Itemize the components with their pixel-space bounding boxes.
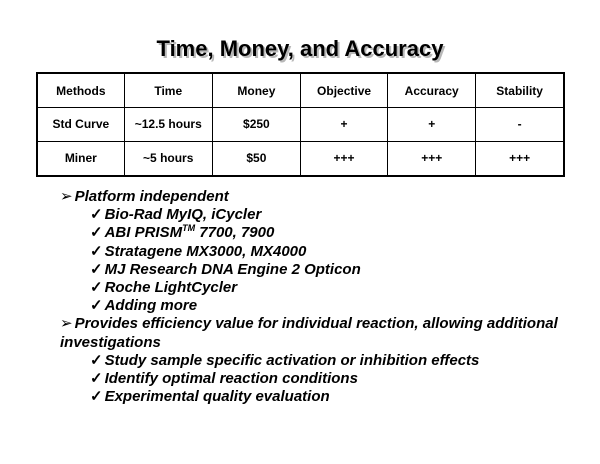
check-icon: ✓ [90, 260, 103, 278]
sub-bullet-text: Experimental quality evaluation [104, 388, 330, 406]
bullet-text: Provides efficiency value for individual reaction, allowing additional investigations [60, 315, 558, 351]
table-cell: Miner [37, 141, 124, 176]
bullet-list [60, 188, 580, 406]
arrow-bullet-icon: ➢ [60, 188, 73, 205]
table-row [37, 141, 564, 176]
bullet-item [60, 188, 580, 206]
header-time: Time [124, 73, 212, 108]
check-icon: ✓ [90, 388, 103, 406]
sub-bullet-text: Bio-Rad MyIQ, iCycler [104, 206, 262, 224]
table-cell: Std Curve [37, 108, 124, 142]
header-accuracy: Accuracy [388, 73, 476, 108]
check-icon: ✓ [90, 297, 103, 315]
sub-bullet-item [60, 224, 580, 242]
table-cell: - [476, 108, 564, 142]
sub-bullet-item [60, 261, 580, 279]
sub-bullet-item [60, 206, 580, 224]
arrow-bullet-icon: ➢ [60, 315, 73, 333]
check-icon: ✓ [90, 242, 103, 260]
bullet-item [60, 315, 580, 351]
sub-bullet-item [60, 370, 580, 388]
header-methods: Methods [37, 73, 124, 108]
table-cell: +++ [300, 141, 387, 176]
sub-bullet-text: Study sample specific activation or inhibition effects [104, 351, 480, 369]
header-money: Money [212, 73, 300, 108]
table-cell: +++ [388, 141, 476, 176]
table-cell: + [300, 108, 387, 142]
sub-bullet-item [60, 297, 580, 315]
check-icon: ✓ [90, 206, 103, 224]
table-cell: $50 [212, 141, 300, 176]
trademark-superscript: TM [182, 223, 196, 234]
table-cell: $250 [212, 108, 300, 142]
sub-bullet-text: Identify optimal reaction conditions [104, 370, 358, 388]
bullet-text: Platform independent [74, 188, 229, 205]
table-cell: +++ [476, 141, 564, 176]
comparison-table [36, 72, 565, 177]
sub-bullet-text: ABI PRISM [104, 224, 183, 242]
sub-bullet-text: Roche LightCycler [104, 279, 238, 297]
sub-bullet-item [60, 279, 580, 297]
table-cell: ~12.5 hours [124, 108, 212, 142]
header-objective: Objective [300, 73, 387, 108]
sub-bullet-item [60, 388, 580, 406]
check-icon: ✓ [90, 370, 103, 388]
table-cell: + [388, 108, 476, 142]
sub-bullet-item [60, 352, 580, 370]
table-header-row [37, 73, 564, 108]
sub-bullet-text: Adding more [104, 297, 198, 315]
check-icon: ✓ [90, 351, 103, 369]
sub-bullet-text: Stratagene MX3000, MX4000 [104, 242, 307, 260]
table-cell: ~5 hours [124, 141, 212, 176]
check-icon: ✓ [90, 224, 103, 242]
check-icon: ✓ [90, 279, 103, 297]
sub-bullet-item [60, 243, 580, 261]
table-row [37, 108, 564, 142]
slide-title: Time, Money, and Accuracy [156, 36, 444, 61]
sub-bullet-text: MJ Research DNA Engine 2 Opticon [104, 260, 361, 278]
sub-bullet-text: 7700, 7900 [195, 224, 275, 242]
header-stability: Stability [476, 73, 564, 108]
